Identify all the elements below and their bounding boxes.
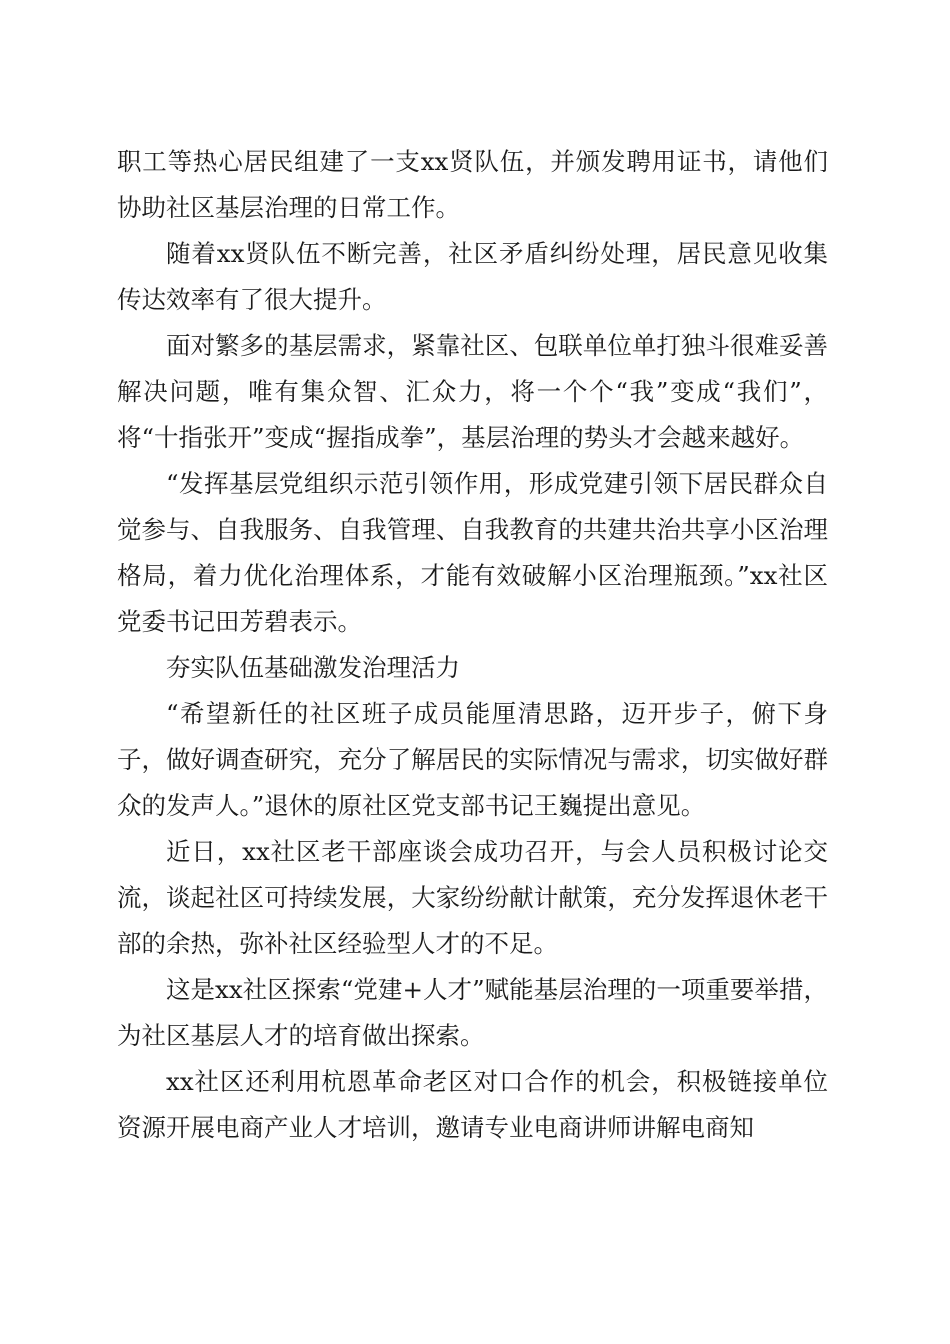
section-heading: 夯实队伍基础激发治理活力 — [166, 653, 460, 682]
paragraph: xx社区还利用杭恩革命老区对口合作的机会，积极链接单位资源开展电商产业人才培训，邀请专业电商讲师讲解电商知 — [117, 1067, 828, 1142]
document-body — [117, 139, 828, 1151]
paragraph: 近日，xx社区老干部座谈会成功召开，与会人员积极讨论交流，谈起社区可持续发展，大家纷纷献计献策，充分发挥退休老干部的余热，弥补社区经验型人才的不足。 — [117, 837, 828, 958]
paragraph: 这是xx社区探索“党建+人才”赋能基层治理的一项重要举措，为社区基层人才的培育做出探索。 — [117, 975, 828, 1050]
paragraph-quote: “发挥基层党组织示范引领作用，形成党建引领下居民群众自觉参与、自我服务、自我管理、自我教育的共建共治共享小区治理格局，着力优化治理体系，才能有效破解小区治理瓶颈。”xx社区党委书记田芳碧表示。 — [117, 469, 828, 636]
paragraph: 随着xx贤队伍不断完善，社区矛盾纠纷处理，居民意见收集传达效率有了很大提升。 — [117, 239, 828, 314]
paragraph-continued: 职工等热心居民组建了一支xx贤队伍，并颁发聘用证书，请他们协助社区基层治理的日常工作。 — [117, 147, 828, 222]
paragraph: 面对繁多的基层需求，紧靠社区、包联单位单打独斗很难妥善解决问题，唯有集众智、汇众力，将一个个“我”变成“我们”，将“十指张开”变成“握指成拳”，基层治理的势头才会越来越好。 — [117, 331, 828, 452]
paragraph-quote: “希望新任的社区班子成员能厘清思路，迈开步子，俯下身子，做好调查研究，充分了解居民的实际情况与需求，切实做好群众的发声人。”退休的原社区党支部书记王巍提出意见。 — [117, 699, 828, 820]
